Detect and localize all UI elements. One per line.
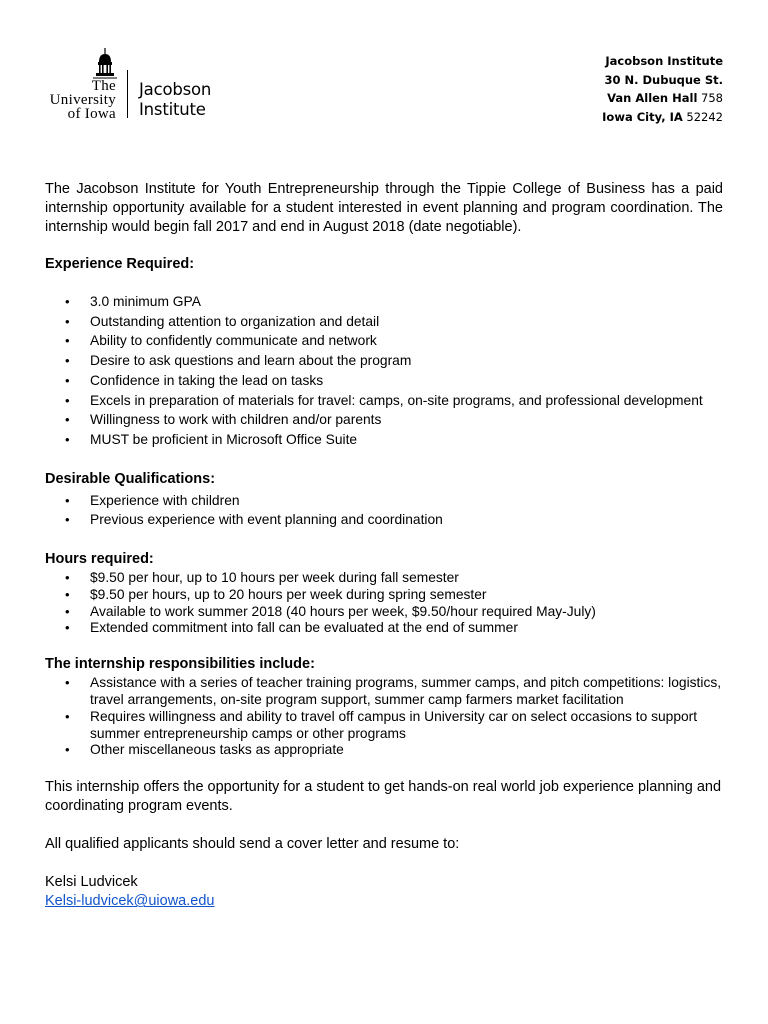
hours-list [45,570,723,637]
desirable-list [45,491,723,530]
institute-wordmark [139,80,211,120]
responsibilities-list [45,675,723,759]
old-capitol-dome-icon [88,48,122,84]
list-item: • Outstanding attention to organization and detail [90,312,723,332]
list-item: • $9.50 per hour, up to 10 hours per week during fall semester [90,570,723,587]
document-body [45,180,723,911]
list-item: • MUST be proficient in Microsoft Office Suite [90,430,723,450]
list-item: • Requires willingness and ability to travel off campus in University car on select occasions to support summer entrepreneurship camps or other programs [90,709,723,743]
contact-email-line [45,892,723,911]
list-item: • Previous experience with event planning and coordination [90,510,723,530]
address-line-4 [602,108,723,127]
experience-list [45,292,723,450]
list-item: • $9.50 per hours, up to 20 hours per week during spring semester [90,587,723,604]
university-line-3: of Iowa [67,106,116,122]
experience-heading: Experience Required: [45,256,195,272]
address-city: Iowa City, IA [602,109,683,124]
address-line-1: Jacobson Institute [605,54,723,68]
apply-instructions: All qualified applicants should send a cover letter and resume to: [45,836,460,853]
address-line-3 [602,89,723,108]
responsibilities-heading: The internship responsibilities include: [45,656,315,673]
university-wordmark [44,80,116,122]
address-room: 758 [697,91,723,105]
mailing-address [602,52,723,126]
list-item: • Willingness to work with children and/or parents [90,410,723,430]
university-logo [44,46,234,122]
list-item: • Excels in preparation of materials for travel: camps, on-site programs, and professional development [90,391,723,411]
list-item: • 3.0 minimum GPA [90,292,723,312]
contact-name: Kelsi Ludvicek [45,874,138,891]
hours-heading: Hours required: [45,551,154,568]
intro-paragraph: The Jacobson Institute for Youth Entrepreneurship through the Tippie College of Business has a paid internship opportunity available for a student interested in event planning and program coordination. The internship would begin fall 2017 and end in August 2018 (date negotiable). [45,181,723,235]
institute-line-2: Institute [139,100,206,119]
institute-line-1: Jacobson [139,80,212,99]
list-item: • Confidence in taking the lead on tasks [90,371,723,391]
closing-paragraph: This internship offers the opportunity for a student to get hands-on real world job experience planning and coordinating program events. [45,779,722,815]
list-item: • Ability to confidently communicate and network [90,331,723,351]
desirable-heading: Desirable Qualifications: [45,470,216,487]
contact-email-link[interactable]: Kelsi-ludvicek@uiowa.edu [45,893,215,910]
list-item: • Experience with children [90,491,723,511]
address-line-2: 30 N. Dubuque St. [604,72,723,87]
address-zip: 52242 [682,109,723,124]
university-line-2: University [49,92,116,108]
list-item: • Other miscellaneous tasks as appropriate [90,742,723,759]
logo-divider [127,70,128,118]
address-building: Van Allen Hall [607,91,698,105]
university-line-1: The [91,78,116,94]
list-item: • Extended commitment into fall can be evaluated at the end of summer [90,620,723,637]
list-item: • Assistance with a series of teacher training programs, summer camps, and pitch competitions: logistics, travel arrangements, on-site program support, summer camp farmers market facilitation [90,675,723,709]
list-item: • Available to work summer 2018 (40 hours per week, $9.50/hour required May-July) [90,604,723,621]
list-item: • Desire to ask questions and learn about the program [90,351,723,371]
